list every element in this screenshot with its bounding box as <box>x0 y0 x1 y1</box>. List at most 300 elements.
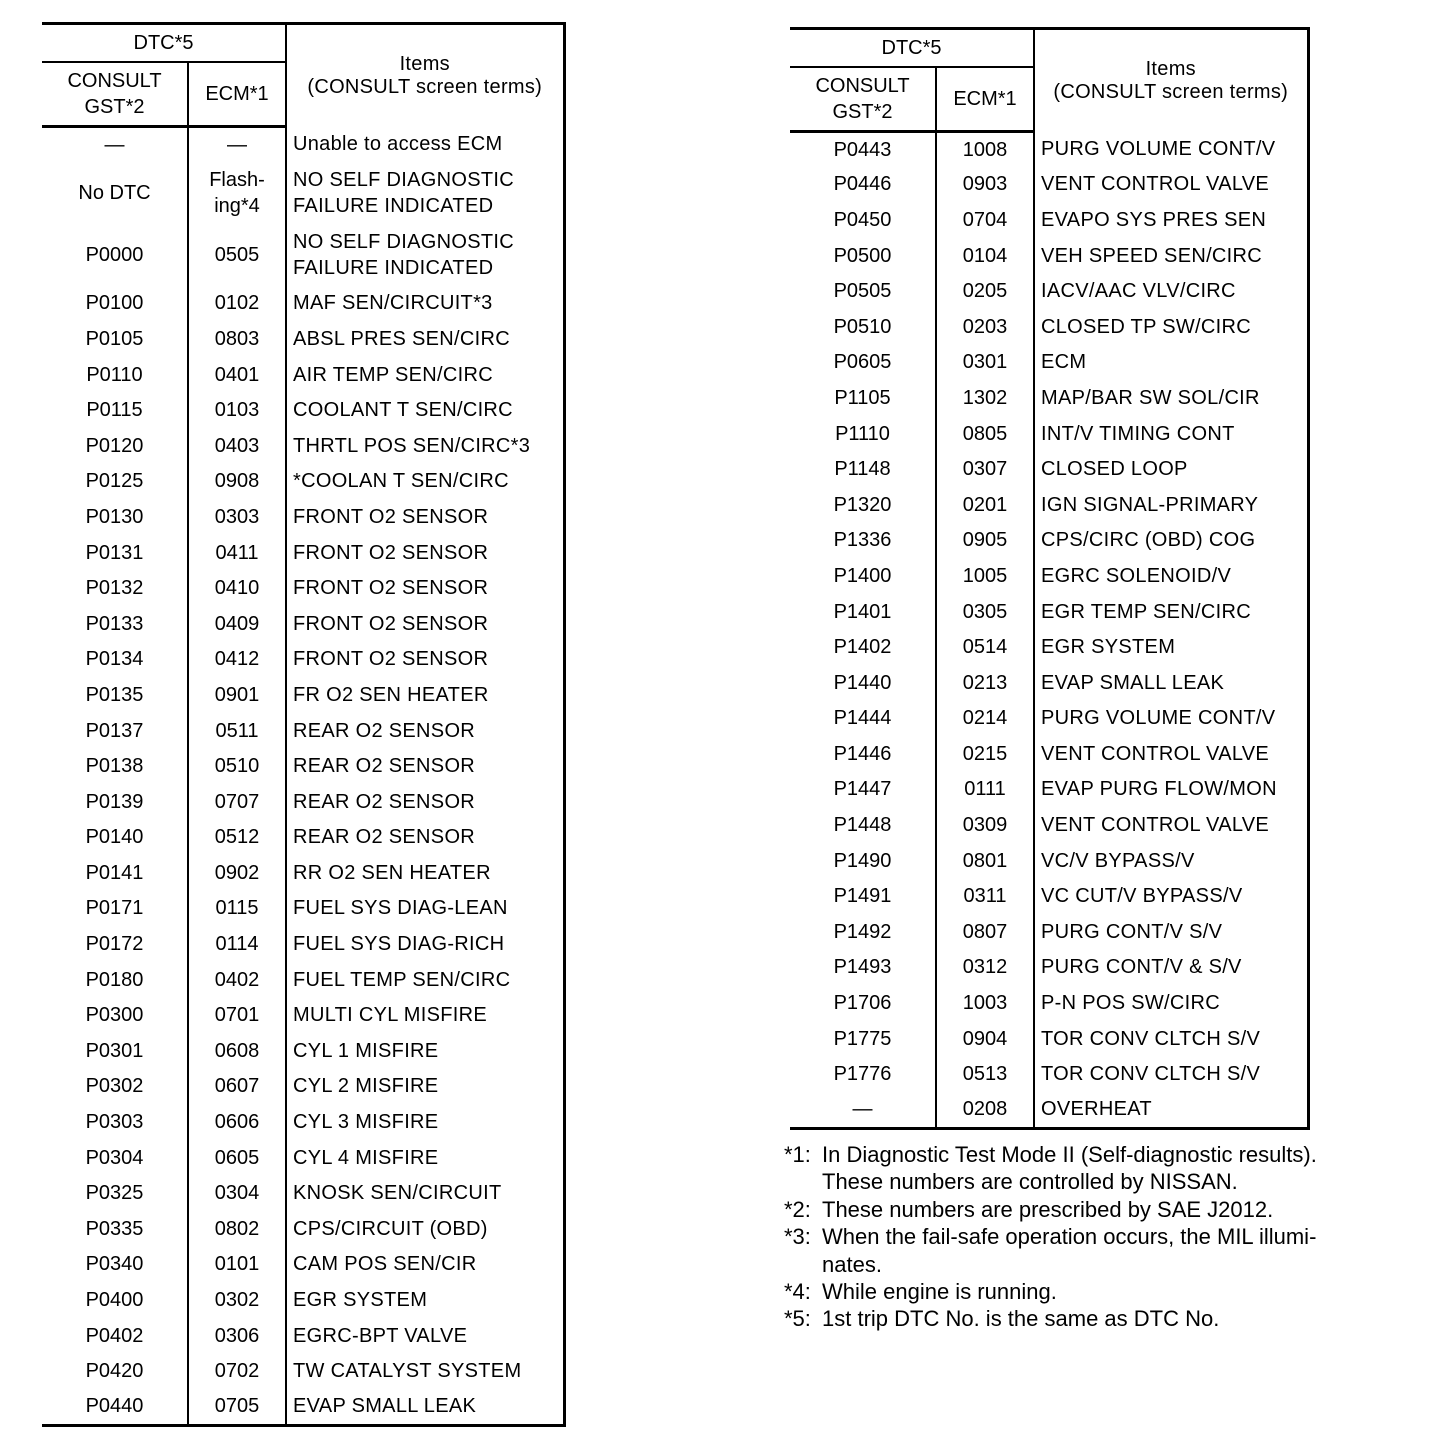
item-term-line1: NO SELF DIAGNOSTIC <box>293 231 515 254</box>
table-row <box>790 772 1308 808</box>
table-row <box>790 381 1308 417</box>
table-row <box>790 701 1308 737</box>
consult-code: P0400 <box>42 1283 188 1319</box>
item-term: CAM POS SEN/CIR <box>286 1247 564 1283</box>
table-row <box>42 856 564 892</box>
ecm-code: 0111 <box>936 772 1034 808</box>
footnote-text <box>822 1196 1444 1223</box>
ecm-code: 0301 <box>936 345 1034 381</box>
consult-header <box>790 67 936 132</box>
item-term: FUEL TEMP SEN/CIRC <box>286 962 564 998</box>
consult-code: P0440 <box>42 1390 188 1426</box>
footnote-line: 1st trip DTC No. is the same as DTC No. <box>822 1306 1220 1332</box>
dtc-table-right <box>790 27 1310 1130</box>
table-row <box>42 1105 564 1141</box>
footnote-text <box>822 1223 1444 1278</box>
item-term: EGR SYSTEM <box>286 1283 564 1319</box>
table-row <box>790 808 1308 844</box>
item-term: PURG CONT/V S/V <box>1034 915 1308 951</box>
table-row <box>790 274 1308 310</box>
item-term: EGRC-BPT VALVE <box>286 1318 564 1354</box>
item-term: CYL 3 MISFIRE <box>286 1105 564 1141</box>
table-row <box>42 891 564 927</box>
consult-code: P1492 <box>790 915 936 951</box>
consult-code: P0402 <box>42 1318 188 1354</box>
dtc-table-left-body <box>42 127 564 1426</box>
consult-code: P1440 <box>790 665 936 701</box>
table-row <box>42 162 564 224</box>
table-row <box>790 238 1308 274</box>
table-row <box>790 737 1308 773</box>
table-row <box>42 1140 564 1176</box>
consult-code: P0135 <box>42 678 188 714</box>
consult-code: P1400 <box>790 559 936 595</box>
consult-code: P1402 <box>790 630 936 666</box>
ecm-code-line1: Flash- <box>209 169 265 192</box>
table-row <box>790 487 1308 523</box>
consult-code: P0420 <box>42 1354 188 1390</box>
footnote-line: When the fail-safe operation occurs, the MIL illumi- <box>822 1224 1317 1250</box>
item-term-line1: NO SELF DIAGNOSTIC <box>293 169 515 192</box>
ecm-code: 0802 <box>188 1212 286 1248</box>
footnote-line: nates. <box>822 1251 882 1277</box>
ecm-code: 0305 <box>936 594 1034 630</box>
consult-code: P0302 <box>42 1069 188 1105</box>
table-row <box>42 127 564 163</box>
ecm-code: 0905 <box>936 523 1034 559</box>
footnote <box>784 1141 1444 1196</box>
footnote-mark: *1: <box>784 1142 811 1167</box>
consult-code: No DTC <box>42 162 188 224</box>
consult-code: P0500 <box>790 238 936 274</box>
ecm-code: 0411 <box>188 535 286 571</box>
table-row <box>42 1247 564 1283</box>
table-row <box>790 879 1308 915</box>
items-header-line2: (CONSULT screen terms) <box>1053 80 1289 103</box>
consult-code: P1320 <box>790 487 936 523</box>
item-term: COOLANT T SEN/CIRC <box>286 393 564 429</box>
ecm-code: 0114 <box>188 927 286 963</box>
item-term: REAR O2 SENSOR <box>286 784 564 820</box>
ecm-header: ECM*1 <box>936 67 1034 132</box>
consult-code: P1490 <box>790 843 936 879</box>
ecm-code: 0104 <box>936 238 1034 274</box>
table-row <box>790 132 1308 168</box>
dtc-header: DTC*5 <box>42 24 286 63</box>
consult-code: P0335 <box>42 1212 188 1248</box>
ecm-code: 0409 <box>188 606 286 642</box>
ecm-code: 0608 <box>188 1034 286 1070</box>
item-term: PURG VOLUME CONT/V <box>1034 701 1308 737</box>
consult-code: P0304 <box>42 1140 188 1176</box>
item-term: FUEL SYS DIAG-RICH <box>286 927 564 963</box>
item-term: PURG VOLUME CONT/V <box>1034 132 1308 168</box>
table-row <box>790 167 1308 203</box>
footnote-mark: *4: <box>784 1279 811 1305</box>
table-row <box>42 500 564 536</box>
footnote-mark: *2: <box>784 1196 811 1222</box>
consult-code: P0120 <box>42 428 188 464</box>
table-row <box>42 678 564 714</box>
ecm-code: 0307 <box>936 452 1034 488</box>
item-term: EGR SYSTEM <box>1034 630 1308 666</box>
item-term: PURG CONT/V & S/V <box>1034 950 1308 986</box>
table-row <box>42 713 564 749</box>
item-term: ABSL PRES SEN/CIRC <box>286 322 564 358</box>
table-row <box>42 571 564 607</box>
table-row <box>790 452 1308 488</box>
table-row <box>42 606 564 642</box>
item-term: THRTL POS SEN/CIRC*3 <box>286 428 564 464</box>
consult-code: P0132 <box>42 571 188 607</box>
table-row <box>42 1176 564 1212</box>
items-header <box>286 24 564 127</box>
item-term: VC/V BYPASS/V <box>1034 843 1308 879</box>
table-row <box>790 523 1308 559</box>
table-row <box>42 927 564 963</box>
item-term: IACV/AAC VLV/CIRC <box>1034 274 1308 310</box>
item-term: FR O2 SEN HEATER <box>286 678 564 714</box>
table-row <box>790 1093 1308 1129</box>
item-term: VENT CONTROL VALVE <box>1034 167 1308 203</box>
item-term: CYL 4 MISFIRE <box>286 1140 564 1176</box>
ecm-code: 0903 <box>936 167 1034 203</box>
consult-code: P0446 <box>790 167 936 203</box>
table-row <box>42 749 564 785</box>
table-row <box>42 535 564 571</box>
table-row <box>42 1354 564 1390</box>
consult-code: P0125 <box>42 464 188 500</box>
item-term: VC CUT/V BYPASS/V <box>1034 879 1308 915</box>
consult-code: P0134 <box>42 642 188 678</box>
item-term <box>286 162 564 224</box>
footnotes <box>784 1141 1444 1333</box>
item-term: *COOLAN T SEN/CIRC <box>286 464 564 500</box>
ecm-code: 0510 <box>188 749 286 785</box>
consult-code: P1336 <box>790 523 936 559</box>
item-term: CYL 2 MISFIRE <box>286 1069 564 1105</box>
ecm-code: 1003 <box>936 986 1034 1022</box>
ecm-code: 0201 <box>936 487 1034 523</box>
ecm-code: 0401 <box>188 357 286 393</box>
consult-code: P1493 <box>790 950 936 986</box>
consult-code: P0443 <box>790 132 936 168</box>
ecm-code: 0801 <box>936 843 1034 879</box>
consult-code: P1148 <box>790 452 936 488</box>
item-term: AIR TEMP SEN/CIRC <box>286 357 564 393</box>
table-row <box>790 309 1308 345</box>
consult-code: P1446 <box>790 737 936 773</box>
item-term: OVERHEAT <box>1034 1093 1308 1129</box>
table-row <box>790 345 1308 381</box>
item-term: CPS/CIRC (OBD) COG <box>1034 523 1308 559</box>
table-row <box>42 998 564 1034</box>
consult-code: P0505 <box>790 274 936 310</box>
table-row <box>790 559 1308 595</box>
item-term: IGN SIGNAL-PRIMARY <box>1034 487 1308 523</box>
item-term: INT/V TIMING CONT <box>1034 416 1308 452</box>
table-row <box>42 322 564 358</box>
consult-code: P1776 <box>790 1057 936 1093</box>
table-row <box>790 986 1308 1022</box>
ecm-code: 0203 <box>936 309 1034 345</box>
table-row <box>42 464 564 500</box>
consult-code: P0325 <box>42 1176 188 1212</box>
item-term: REAR O2 SENSOR <box>286 820 564 856</box>
item-term: RR O2 SEN HEATER <box>286 856 564 892</box>
consult-header-line1: CONSULT <box>815 75 910 97</box>
ecm-code: 0311 <box>936 879 1034 915</box>
table-row <box>42 1069 564 1105</box>
consult-code: P0115 <box>42 393 188 429</box>
ecm-code: 0512 <box>188 820 286 856</box>
item-term: EVAPO SYS PRES SEN <box>1034 203 1308 239</box>
ecm-code: 1005 <box>936 559 1034 595</box>
consult-code: P0300 <box>42 998 188 1034</box>
ecm-code: 0511 <box>188 713 286 749</box>
item-term: FUEL SYS DIAG-LEAN <box>286 891 564 927</box>
table-row <box>790 630 1308 666</box>
footnote <box>784 1196 1444 1223</box>
ecm-code: 0103 <box>188 393 286 429</box>
footnote <box>784 1223 1444 1278</box>
item-term: FRONT O2 SENSOR <box>286 642 564 678</box>
consult-code: P0130 <box>42 500 188 536</box>
ecm-code: 0705 <box>188 1390 286 1426</box>
dtc-header: DTC*5 <box>790 29 1034 68</box>
consult-code: P1706 <box>790 986 936 1022</box>
ecm-code: 0309 <box>936 808 1034 844</box>
item-term <box>286 224 564 286</box>
table-row <box>42 357 564 393</box>
item-term: EGR TEMP SEN/CIRC <box>1034 594 1308 630</box>
ecm-code: 0115 <box>188 891 286 927</box>
item-term: ECM <box>1034 345 1308 381</box>
table-row <box>42 820 564 856</box>
item-term: TW CATALYST SYSTEM <box>286 1354 564 1390</box>
footnote <box>784 1278 1444 1305</box>
consult-code: P1775 <box>790 1021 936 1057</box>
item-term: EGRC SOLENOID/V <box>1034 559 1308 595</box>
ecm-code: 1008 <box>936 132 1034 168</box>
consult-code: P1105 <box>790 381 936 417</box>
consult-code: P0100 <box>42 286 188 322</box>
table-row <box>790 843 1308 879</box>
consult-code: P0340 <box>42 1247 188 1283</box>
items-header <box>1034 29 1308 132</box>
consult-code: P0137 <box>42 713 188 749</box>
item-term: TOR CONV CLTCH S/V <box>1034 1057 1308 1093</box>
consult-code: P0180 <box>42 962 188 998</box>
consult-code: P0139 <box>42 784 188 820</box>
ecm-code: 0605 <box>188 1140 286 1176</box>
item-term: MAF SEN/CIRCUIT*3 <box>286 286 564 322</box>
ecm-code: 0213 <box>936 665 1034 701</box>
ecm-code: 0302 <box>188 1283 286 1319</box>
consult-code: P1447 <box>790 772 936 808</box>
ecm-code: 0208 <box>936 1093 1034 1129</box>
ecm-code: 0102 <box>188 286 286 322</box>
ecm-code: — <box>188 127 286 163</box>
ecm-code: 0215 <box>936 737 1034 773</box>
ecm-code: 0606 <box>188 1105 286 1141</box>
table-row <box>42 1390 564 1426</box>
table-row <box>42 642 564 678</box>
item-term-line2: FAILURE INDICATED <box>293 195 494 218</box>
footnote-text <box>822 1305 1444 1332</box>
ecm-code: 0607 <box>188 1069 286 1105</box>
ecm-code: 0513 <box>936 1057 1034 1093</box>
table-row <box>42 286 564 322</box>
table-row <box>42 1034 564 1070</box>
table-row <box>790 416 1308 452</box>
item-term: EVAP PURG FLOW/MON <box>1034 772 1308 808</box>
item-term: MULTI CYL MISFIRE <box>286 998 564 1034</box>
ecm-code: 0412 <box>188 642 286 678</box>
consult-code: P1110 <box>790 416 936 452</box>
item-term: CPS/CIRCUIT (OBD) <box>286 1212 564 1248</box>
table-row <box>790 594 1308 630</box>
ecm-code: 0505 <box>188 224 286 286</box>
footnote-line: These numbers are prescribed by SAE J2012. <box>822 1196 1274 1222</box>
ecm-code: 0403 <box>188 428 286 464</box>
item-term: VEH SPEED SEN/CIRC <box>1034 238 1308 274</box>
consult-header-line1: CONSULT <box>67 70 162 92</box>
item-term: VENT CONTROL VALVE <box>1034 737 1308 773</box>
table-row <box>790 915 1308 951</box>
item-term: EVAP SMALL LEAK <box>1034 665 1308 701</box>
item-term-line2: FAILURE INDICATED <box>293 257 494 280</box>
ecm-code: 0803 <box>188 322 286 358</box>
consult-code: P0140 <box>42 820 188 856</box>
ecm-code: 0701 <box>188 998 286 1034</box>
ecm-code: 1302 <box>936 381 1034 417</box>
consult-code: P0000 <box>42 224 188 286</box>
ecm-code: 0306 <box>188 1318 286 1354</box>
ecm-code: 0101 <box>188 1247 286 1283</box>
table-row <box>42 1212 564 1248</box>
items-header-line1: Items <box>399 52 450 75</box>
footnote-line: While engine is running. <box>822 1279 1057 1305</box>
consult-code: P0605 <box>790 345 936 381</box>
consult-code: P0131 <box>42 535 188 571</box>
consult-code: P0172 <box>42 927 188 963</box>
table-row <box>42 962 564 998</box>
table-row <box>42 1283 564 1319</box>
consult-code: P1401 <box>790 594 936 630</box>
dtc-table-left <box>42 22 566 1427</box>
footnote-mark: *3: <box>784 1224 811 1250</box>
ecm-code: 0707 <box>188 784 286 820</box>
ecm-code: 0901 <box>188 678 286 714</box>
table-row <box>42 784 564 820</box>
table-row <box>42 1318 564 1354</box>
ecm-code: 0514 <box>936 630 1034 666</box>
consult-code: P0303 <box>42 1105 188 1141</box>
consult-header-line2: GST*2 <box>84 96 145 118</box>
consult-code: P0138 <box>42 749 188 785</box>
item-term: EVAP SMALL LEAK <box>286 1390 564 1426</box>
table-row <box>42 393 564 429</box>
ecm-code <box>188 162 286 224</box>
footnote-text <box>822 1278 1444 1305</box>
items-header-line2: (CONSULT screen terms) <box>307 75 543 98</box>
item-term: FRONT O2 SENSOR <box>286 535 564 571</box>
item-term: CLOSED LOOP <box>1034 452 1308 488</box>
consult-code: P1448 <box>790 808 936 844</box>
item-term: FRONT O2 SENSOR <box>286 571 564 607</box>
consult-code: P0450 <box>790 203 936 239</box>
consult-code: P1444 <box>790 701 936 737</box>
item-term: KNOSK SEN/CIRCUIT <box>286 1176 564 1212</box>
ecm-code: 0904 <box>936 1021 1034 1057</box>
dtc-table-right-body <box>790 132 1308 1129</box>
ecm-code: 0205 <box>936 274 1034 310</box>
consult-code: P1491 <box>790 879 936 915</box>
item-term: CLOSED TP SW/CIRC <box>1034 309 1308 345</box>
table-row <box>42 224 564 286</box>
item-term: CYL 1 MISFIRE <box>286 1034 564 1070</box>
table-row <box>790 665 1308 701</box>
ecm-code: 0312 <box>936 950 1034 986</box>
ecm-code: 0805 <box>936 416 1034 452</box>
consult-header <box>42 62 188 127</box>
items-header-line1: Items <box>1145 57 1196 80</box>
footnote <box>784 1305 1444 1332</box>
item-term: MAP/BAR SW SOL/CIR <box>1034 381 1308 417</box>
consult-header-line2: GST*2 <box>832 101 893 123</box>
consult-code: P0141 <box>42 856 188 892</box>
table-row <box>42 428 564 464</box>
footnote-line: In Diagnostic Test Mode II (Self-diagnostic results). <box>822 1142 1317 1167</box>
consult-code: P0301 <box>42 1034 188 1070</box>
ecm-code: 0807 <box>936 915 1034 951</box>
footnote-line: These numbers are controlled by NISSAN. <box>822 1169 1238 1195</box>
item-term: P-N POS SW/CIRC <box>1034 986 1308 1022</box>
table-row <box>790 203 1308 239</box>
table-row <box>790 1021 1308 1057</box>
consult-code: — <box>42 127 188 163</box>
ecm-code: 0908 <box>188 464 286 500</box>
table-row <box>790 950 1308 986</box>
ecm-code: 0304 <box>188 1176 286 1212</box>
item-term: FRONT O2 SENSOR <box>286 606 564 642</box>
item-term: REAR O2 SENSOR <box>286 713 564 749</box>
footnote-text <box>822 1141 1444 1196</box>
consult-code: P0105 <box>42 322 188 358</box>
ecm-code: 0702 <box>188 1354 286 1390</box>
item-term: REAR O2 SENSOR <box>286 749 564 785</box>
consult-code: — <box>790 1093 936 1129</box>
consult-code: P0510 <box>790 309 936 345</box>
consult-code: P0133 <box>42 606 188 642</box>
footnote-mark: *5: <box>784 1306 811 1332</box>
ecm-code: 0303 <box>188 500 286 536</box>
consult-code: P0171 <box>42 891 188 927</box>
ecm-code: 0410 <box>188 571 286 607</box>
ecm-code: 0402 <box>188 962 286 998</box>
ecm-header: ECM*1 <box>188 62 286 127</box>
item-term: Unable to access ECM <box>286 127 564 163</box>
ecm-code: 0902 <box>188 856 286 892</box>
item-term: FRONT O2 SENSOR <box>286 500 564 536</box>
ecm-code: 0214 <box>936 701 1034 737</box>
ecm-code: 0704 <box>936 203 1034 239</box>
table-row <box>790 1057 1308 1093</box>
item-term: VENT CONTROL VALVE <box>1034 808 1308 844</box>
ecm-code-line2: ing*4 <box>214 195 260 218</box>
item-term: TOR CONV CLTCH S/V <box>1034 1021 1308 1057</box>
